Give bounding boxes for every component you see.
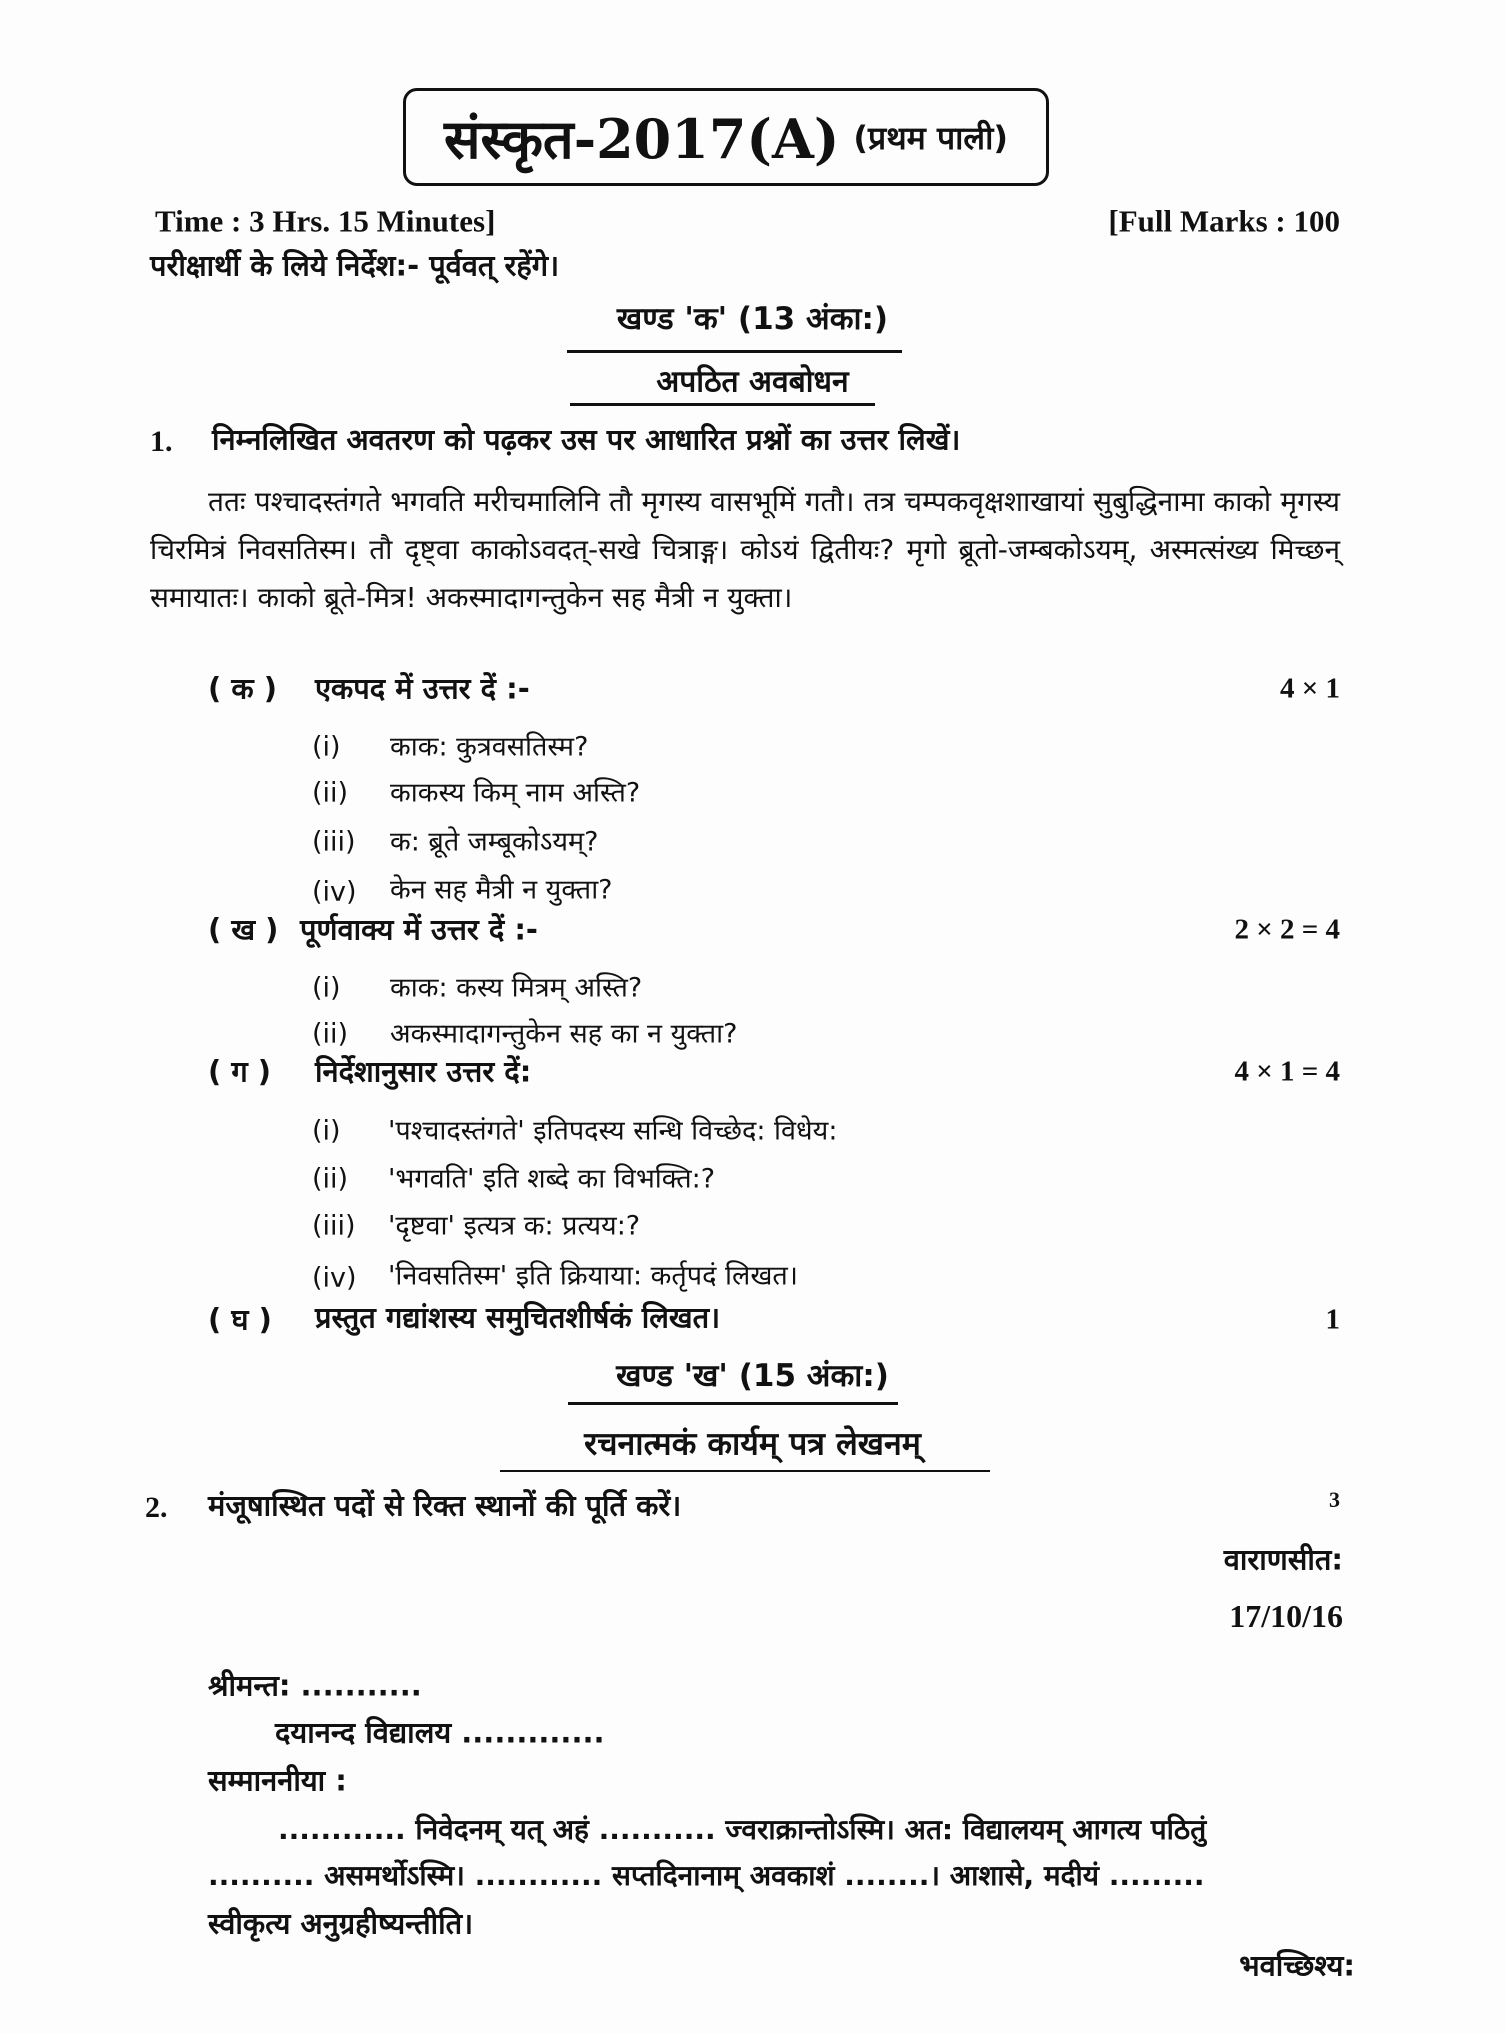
ga-label: ( ग ): [208, 1054, 272, 1089]
divider: [570, 403, 875, 406]
q2-marks: 3: [1329, 1487, 1340, 1512]
ga-marks: 4 × 1 = 4: [1234, 1055, 1340, 1088]
q1-number: 1.: [150, 425, 173, 458]
divider: [500, 1470, 990, 1472]
divider: [568, 1402, 898, 1405]
question-item: अकस्मादागन्तुकेन सह का न युक्ता?: [390, 1018, 738, 1050]
kha-label: ( ख ): [208, 912, 279, 947]
title-box: [403, 88, 1049, 186]
gha-marks: 1: [1325, 1303, 1340, 1336]
item-number: (iv): [312, 876, 357, 908]
question-item: 'निवसतिस्म' इति क्रियाया: कर्तृपदं लिखत।: [388, 1260, 799, 1292]
question-item: काक: कुत्रवसतिस्म?: [390, 731, 589, 763]
section-a-subtitle: अपठित अवबोधन: [656, 364, 849, 400]
gha-text: प्रस्तुत गद्यांशस्य समुचितशीर्षकं लिखत।: [315, 1300, 721, 1335]
divider: [567, 350, 902, 353]
question-item: क: ब्रूते जम्बूकोऽयम्?: [390, 826, 599, 858]
shift-label: (प्रथम पाली): [853, 118, 1009, 157]
question-item: काकस्य किम् नाम अस्ति?: [390, 777, 641, 809]
letter-salutation: सम्माननीया :: [208, 1763, 347, 1798]
letter-line: ............ निवेदनम् यत् अहं ........... ज्वराक्रान्तोऽस्मि। अत: विद्यालयम् आगत्य पठितुं: [278, 1813, 1207, 1846]
item-number: (i): [312, 731, 341, 763]
gha-label: ( घ ): [208, 1302, 272, 1337]
item-number: (iii): [312, 826, 356, 858]
letter-school: दयानन्द विद्यालय .............: [275, 1715, 605, 1750]
item-number: (iv): [312, 1262, 357, 1294]
section-b-title: खण्ड 'ख' (15 अंका:): [616, 1358, 889, 1394]
question-item: काक: कस्य मित्रम् अस्ति?: [390, 972, 643, 1004]
section-a-title: खण्ड 'क' (13 अंका:): [616, 301, 889, 337]
ka-label: ( क ): [208, 671, 277, 706]
ka-marks: 4 × 1: [1279, 672, 1340, 705]
kha-marks: 2 × 2 = 4: [1234, 913, 1340, 946]
letter-line: .......... असमर्थोऽस्मि। ............ सप्तदिनानाम् अवकाशं ........। आशासे, मदीयं .........: [208, 1859, 1205, 1892]
q2-text: मंजूषास्थित पदों से रिक्त स्थानों की पूर्ति करें।: [208, 1488, 682, 1523]
letter-date: 17/10/16: [1229, 1598, 1343, 1634]
instructions: परीक्षार्थी के लिये निर्देश:- पूर्ववत् रहेंगे।: [150, 248, 560, 283]
letter-closing: भवच्छिश्य:: [1239, 1948, 1355, 1983]
question-item: 'दृष्टवा' इत्यत्र क: प्रत्यय:?: [388, 1210, 641, 1242]
letter-addressee: श्रीमन्त: ...........: [208, 1668, 422, 1703]
item-number: (ii): [312, 1163, 349, 1195]
ga-text: निर्देशानुसार उत्तर दें:: [315, 1054, 532, 1089]
passage: ततः पश्चादस्तंगते भगवति मरीचमालिनि तौ मृगस्य वासभूमिं गतौ। तत्र चम्पकवृक्षशाखायां सुबुद्धिनामा काको मृगस्य चिरमित्रं निवसतिस्म। तौ दृष्ट्वा काकोऽवदत्-सखे चित्राङ्ग। कोऽयं द्वितीयः? मृगो ब्रूतो-जम्बकोऽयम्, अस्मत्संख्य मिच्छन् समायातः। काको ब्रूते-मित्र! अकस्मादागन्तुकेन सह मैत्री न युक्ता।: [150, 485, 1340, 614]
letter-line: स्वीकृत्य अनुग्रहीष्यन्तीति।: [208, 1906, 474, 1941]
item-number: (iii): [312, 1210, 356, 1242]
time-label: Time : 3 Hrs. 15 Minutes]: [155, 203, 496, 239]
question-item: 'पश्चादस्तंगते' इतिपदस्य सन्धि विच्छेद: विधेय:: [388, 1115, 838, 1147]
item-number: (ii): [312, 777, 349, 809]
item-number: (i): [312, 972, 341, 1004]
kha-text: पूर्णवाक्य में उत्तर दें :-: [300, 912, 538, 947]
full-marks: [Full Marks : 100: [1108, 203, 1340, 239]
item-number: (ii): [312, 1018, 349, 1050]
item-number: (i): [312, 1115, 341, 1147]
section-b-subtitle: रचनात्मकं कार्यम् पत्र लेखनम्: [584, 1424, 921, 1463]
paper-title: संस्कृत-2017(A): [443, 107, 840, 171]
ka-text: एकपद में उत्तर दें :-: [315, 671, 530, 706]
letter-place: वाराणसीत:: [1223, 1542, 1343, 1577]
q2-number: 2.: [145, 1491, 168, 1524]
question-item: केन सह मैत्री न युक्ता?: [390, 874, 613, 906]
q1-text: निम्नलिखित अवतरण को पढ़कर उस पर आधारित प्रश्नों का उत्तर लिखें।: [212, 422, 961, 457]
question-item: 'भगवति' इति शब्दे का विभक्ति:?: [388, 1163, 716, 1195]
